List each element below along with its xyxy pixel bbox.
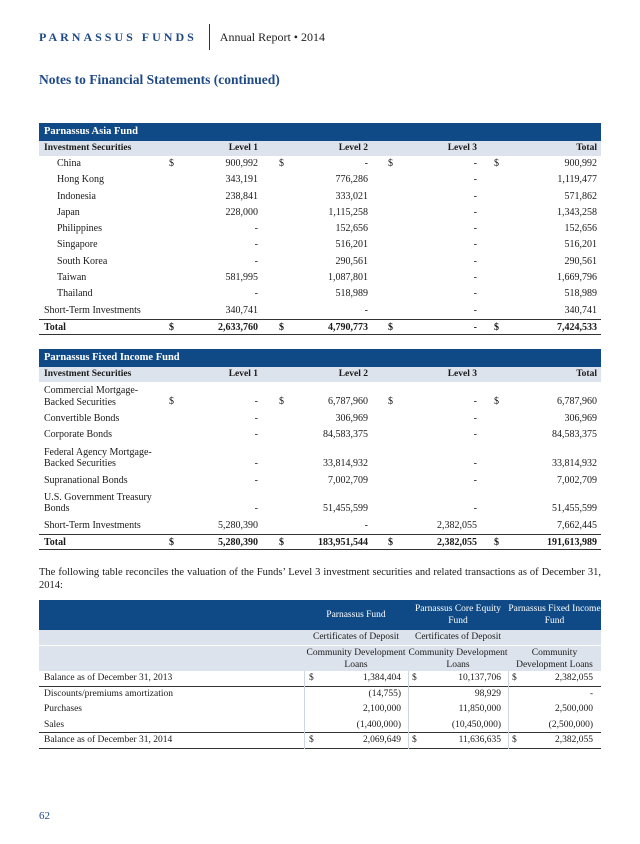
- level-3-value: -: [473, 413, 477, 424]
- dollar-sign: $: [169, 537, 174, 549]
- row-label: Federal Agency Mortgage-Backed Securities: [44, 446, 152, 470]
- asset-type-row-2: [39, 645, 601, 671]
- fixed-column-header: [39, 367, 601, 382]
- asset-type-2c: Community Development Loans: [516, 648, 593, 670]
- dollar-sign: $: [169, 396, 174, 407]
- row-label: Total: [44, 321, 66, 333]
- row-label: U.S. Government Treasury Bonds: [44, 491, 152, 515]
- level-1-value: -: [254, 474, 258, 486]
- dollar-sign: $: [279, 396, 284, 407]
- row-label: Philippines: [57, 223, 103, 235]
- table-row: [39, 254, 601, 270]
- asia-column-header: [39, 141, 601, 156]
- core-equity-value: 98,929: [474, 688, 501, 699]
- table-row: [39, 303, 601, 319]
- dollar-sign: $: [309, 673, 314, 683]
- total-value: 571,862: [564, 190, 597, 202]
- section-title: Notes to Financial Statements (continued): [39, 72, 280, 87]
- col-total: Total: [576, 143, 597, 153]
- total-value: 306,969: [564, 413, 597, 424]
- dollar-sign: $: [279, 158, 284, 169]
- level-1-value: 581,995: [225, 272, 258, 284]
- level-2-value: 1,087,801: [328, 272, 368, 284]
- level-1-value: -: [254, 288, 258, 300]
- reconciliation-row: [39, 702, 601, 718]
- level-1-value: 5,280,390: [218, 519, 258, 531]
- level-1-value: -: [254, 255, 258, 267]
- level-3-value: -: [473, 158, 477, 169]
- total-value: 900,992: [564, 158, 597, 169]
- total-value: 84,583,375: [552, 429, 597, 441]
- header-core-equity-fund: Parnassus Core Equity Fund: [414, 604, 502, 626]
- col-level-2: Level 2: [338, 369, 368, 379]
- col-level-3: Level 3: [447, 369, 477, 379]
- dollar-sign: $: [494, 321, 499, 333]
- total-value: 516,201: [564, 239, 597, 251]
- total-row: [39, 534, 601, 550]
- row-label: Taiwan: [57, 272, 87, 284]
- level-2-value: 306,969: [335, 413, 368, 424]
- reconciliation-banner: [39, 600, 601, 630]
- table-row: [39, 205, 601, 221]
- row-label: Total: [44, 537, 66, 549]
- table-row: [39, 427, 601, 443]
- level-2-value: 7,002,709: [328, 474, 368, 486]
- fixed-income-value: 2,382,055: [555, 735, 593, 745]
- core-equity-value: 11,636,635: [458, 735, 501, 745]
- core-equity-value: 11,850,000: [458, 704, 501, 714]
- level-3-value: -: [473, 255, 477, 267]
- level-2-value: -: [364, 519, 368, 531]
- dollar-sign: $: [388, 396, 393, 407]
- dollar-sign: $: [512, 673, 517, 683]
- column-divider: [304, 671, 305, 749]
- level-3-value: 2,382,055: [437, 519, 477, 531]
- level-1-value: -: [254, 239, 258, 251]
- dollar-sign: $: [279, 537, 284, 549]
- dollar-sign: $: [412, 735, 417, 745]
- row-label: Corporate Bonds: [44, 429, 113, 441]
- table-row: [39, 270, 601, 286]
- level-2-value: 290,561: [335, 255, 368, 267]
- level-3-value: -: [473, 474, 477, 486]
- brand-name: PARNASSUS FUNDS: [39, 29, 197, 44]
- dollar-sign: $: [494, 396, 499, 407]
- dollar-sign: $: [309, 735, 314, 745]
- level-1-value: -: [254, 457, 258, 469]
- level-3-value: -: [473, 396, 477, 407]
- level-1-value: 5,280,390: [218, 537, 258, 549]
- col-level-2: Level 2: [338, 143, 368, 153]
- level-3-value: -: [473, 239, 477, 251]
- header-parnassus-fund: Parnassus Fund: [326, 610, 386, 620]
- table-row: [39, 156, 601, 172]
- total-value: 191,613,989: [547, 537, 597, 549]
- level-2-value: -: [364, 158, 368, 169]
- level-1-value: -: [254, 396, 258, 407]
- fixed-income-fund-banner: Parnassus Fixed Income Fund: [39, 349, 601, 367]
- page-header: [39, 24, 325, 50]
- level-1-value: 340,741: [225, 304, 258, 316]
- table-row: [39, 237, 601, 253]
- table-row: [39, 286, 601, 302]
- level-2-value: 33,814,932: [323, 457, 368, 469]
- level-1-value: 343,191: [225, 174, 258, 186]
- dollar-sign: $: [279, 321, 284, 333]
- total-value: 7,424,533: [557, 321, 597, 333]
- dollar-sign: $: [169, 321, 174, 333]
- level-1-value: -: [254, 429, 258, 441]
- column-divider: [408, 671, 409, 749]
- level-2-value: 333,021: [335, 190, 368, 202]
- dollar-sign: $: [388, 321, 393, 333]
- level-1-value: 228,000: [225, 206, 258, 218]
- asset-type-row-1: [39, 630, 601, 645]
- table-row: [39, 172, 601, 188]
- core-equity-value: 10,137,706: [458, 673, 501, 683]
- row-label: Convertible Bonds: [44, 413, 120, 424]
- reconciliation-row: [39, 718, 601, 734]
- row-label: Discounts/premiums amortization: [44, 688, 174, 699]
- total-value: 290,561: [564, 255, 597, 267]
- level-1-value: -: [254, 502, 258, 514]
- dollar-sign: $: [494, 158, 499, 169]
- reconciliation-intro: The following table reconciles the valuation of the Funds’ Level 3 investment securities and related transactions as of December 31, 2014:: [39, 567, 601, 591]
- level-3-value: -: [473, 206, 477, 218]
- level-1-value: -: [254, 223, 258, 235]
- level-3-value: 2,382,055: [437, 537, 477, 549]
- row-label: Commercial Mortgage-Backed Securities: [44, 385, 139, 408]
- dollar-sign: $: [388, 537, 393, 549]
- row-label: Balance as of December 31, 2013: [44, 673, 173, 683]
- asset-type-1b: Certificates of Deposit: [414, 632, 501, 642]
- level-3-value: -: [473, 502, 477, 514]
- row-label: Balance as of December 31, 2014: [44, 735, 173, 745]
- level-2-value: -: [364, 304, 368, 316]
- level-1-value: 238,841: [225, 190, 258, 202]
- total-value: 1,669,796: [557, 272, 597, 284]
- header-fixed-income-fund: Parnassus Fixed Income Fund: [508, 604, 601, 626]
- fixed-income-value: 2,500,000: [555, 704, 593, 714]
- row-label: South Korea: [57, 255, 108, 267]
- row-label: Hong Kong: [57, 174, 104, 186]
- row-label: Short-Term Investments: [44, 519, 141, 531]
- level3-reconciliation-table: [39, 600, 601, 749]
- table-row: [39, 473, 601, 489]
- row-label: Short-Term Investments: [44, 304, 141, 316]
- report-title: Annual Report • 2014: [219, 29, 325, 44]
- col-level-1: Level 1: [228, 143, 258, 153]
- row-label: Sales: [44, 719, 65, 730]
- table-row: [39, 221, 601, 237]
- level-2-value: 518,989: [335, 288, 368, 300]
- level-2-value: 84,583,375: [323, 429, 368, 441]
- col-level-3: Level 3: [447, 143, 477, 153]
- reconciliation-row: [39, 733, 601, 749]
- level-1-value: 2,633,760: [218, 321, 258, 333]
- level-2-value: 776,286: [335, 174, 368, 186]
- column-divider: [508, 671, 509, 749]
- total-value: 340,741: [564, 304, 597, 316]
- col-total: Total: [576, 369, 597, 379]
- col-investment-securities: Investment Securities: [44, 143, 132, 153]
- total-value: 1,119,477: [557, 174, 597, 186]
- parnassus-fund-value: (1,400,000): [356, 719, 401, 730]
- level-2-value: 516,201: [335, 239, 368, 251]
- reconciliation-row: [39, 671, 601, 687]
- level-2-value: 152,656: [335, 223, 368, 235]
- fixed-income-fund-table: [39, 349, 601, 550]
- col-level-1: Level 1: [228, 369, 258, 379]
- dollar-sign: $: [412, 673, 417, 683]
- row-label: Purchases: [44, 704, 82, 714]
- level-3-value: -: [473, 288, 477, 300]
- level-2-value: 183,951,544: [318, 537, 368, 549]
- total-value: 6,787,960: [557, 396, 597, 407]
- col-investment-securities: Investment Securities: [44, 369, 132, 379]
- parnassus-fund-value: 2,069,649: [363, 735, 401, 745]
- total-row: [39, 319, 601, 335]
- table-row: [39, 518, 601, 534]
- total-value: 152,656: [564, 223, 597, 235]
- dollar-sign: $: [494, 537, 499, 549]
- row-label: Indonesia: [57, 190, 96, 202]
- dollar-sign: $: [169, 158, 174, 169]
- level-2-value: 1,115,258: [328, 206, 368, 218]
- total-value: 51,455,599: [552, 502, 597, 514]
- level-1-value: 900,992: [225, 158, 258, 169]
- level-2-value: 4,790,773: [328, 321, 368, 333]
- level-3-value: -: [473, 429, 477, 441]
- asia-fund-table: [39, 123, 601, 335]
- fixed-income-value: 2,382,055: [555, 673, 593, 683]
- table-row: [39, 444, 601, 473]
- total-value: 33,814,932: [552, 457, 597, 469]
- table-row: [39, 189, 601, 205]
- table-row: [39, 382, 601, 411]
- parnassus-fund-value: (14,755): [368, 688, 401, 699]
- level-2-value: 51,455,599: [323, 502, 368, 514]
- table-row: [39, 489, 601, 518]
- row-label: China: [57, 158, 81, 169]
- level-2-value: 6,787,960: [328, 396, 368, 407]
- level-3-value: -: [473, 457, 477, 469]
- asset-type-1a: Certificates of Deposit: [312, 632, 399, 642]
- fixed-income-value: -: [589, 688, 593, 699]
- reconciliation-row: [39, 687, 601, 703]
- total-value: 7,002,709: [557, 474, 597, 486]
- table-row: [39, 411, 601, 427]
- level-3-value: -: [473, 321, 477, 333]
- asset-type-2b: Community Development Loans: [408, 648, 508, 670]
- asia-fund-banner: Parnassus Asia Fund: [39, 123, 601, 141]
- asset-type-2a: Community Development Loans: [306, 648, 406, 670]
- core-equity-value: (10,450,000): [451, 719, 501, 730]
- level-3-value: -: [473, 174, 477, 186]
- total-value: 518,989: [564, 288, 597, 300]
- row-label: Supranational Bonds: [44, 474, 128, 486]
- total-value: 7,662,445: [557, 519, 597, 531]
- parnassus-fund-value: 1,384,404: [363, 673, 401, 683]
- fixed-income-value: (2,500,000): [548, 719, 593, 730]
- row-label: Japan: [57, 206, 80, 218]
- level-1-value: -: [254, 413, 258, 424]
- header-divider: [209, 24, 210, 50]
- level-3-value: -: [473, 304, 477, 316]
- row-label: Singapore: [57, 239, 98, 251]
- parnassus-fund-value: 2,100,000: [363, 704, 401, 714]
- level-3-value: -: [473, 190, 477, 202]
- total-value: 1,343,258: [557, 206, 597, 218]
- dollar-sign: $: [388, 158, 393, 169]
- level-3-value: -: [473, 223, 477, 235]
- level-3-value: -: [473, 272, 477, 284]
- dollar-sign: $: [512, 735, 517, 745]
- page-number: 62: [39, 810, 50, 822]
- row-label: Thailand: [57, 288, 93, 300]
